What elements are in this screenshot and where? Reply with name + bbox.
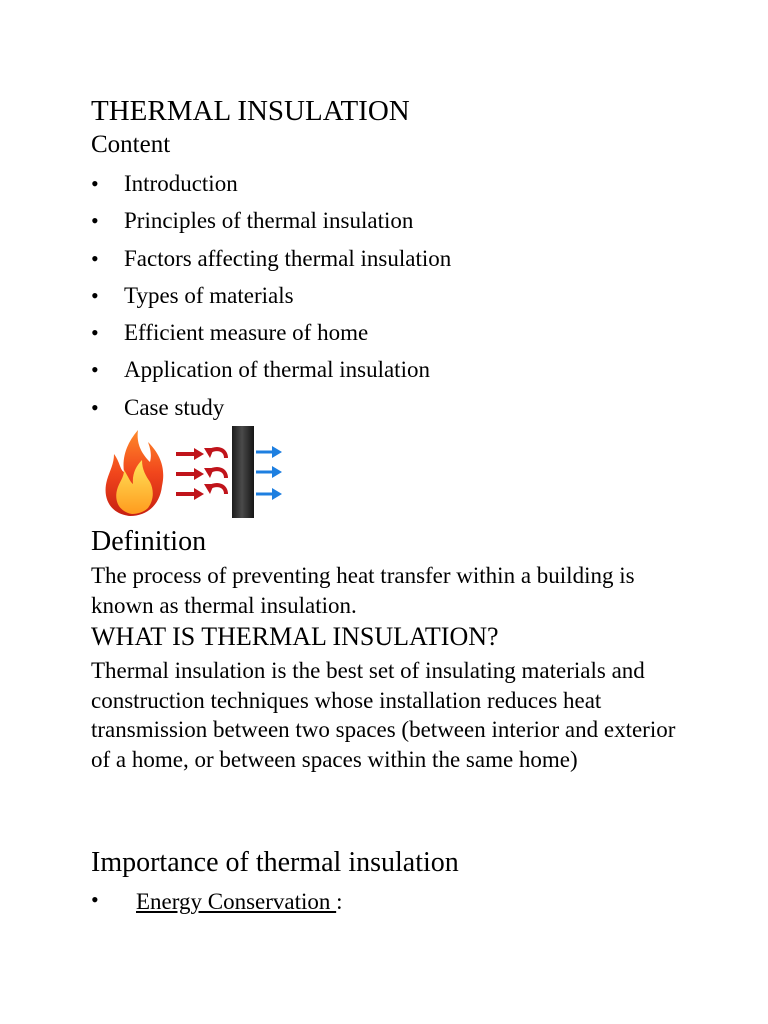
definition-heading: Definition <box>91 526 207 557</box>
toc-item-label: Principles of thermal insulation <box>124 208 414 234</box>
toc-item-label: Case study <box>124 394 225 420</box>
thermal-insulation-illustration <box>100 424 290 520</box>
toc-item-label: Factors affecting thermal insulation <box>124 245 452 271</box>
bullet-icon: • <box>91 394 99 420</box>
toc-item-label: Types of materials <box>124 282 294 308</box>
bullet-icon: • <box>91 245 99 271</box>
bullet-icon: • <box>91 282 99 308</box>
importance-item-suffix: : <box>336 889 343 914</box>
definition-text: The process of preventing heat transfer within a building is known as thermal insulation. <box>91 563 635 618</box>
bullet-icon: • <box>91 887 99 912</box>
bullet-icon: • <box>91 171 99 196</box>
bullet-icon: • <box>91 357 99 383</box>
toc-item-label: Application of thermal insulation <box>124 357 430 383</box>
content-heading: Content <box>91 131 171 158</box>
flame-icon <box>106 430 164 516</box>
what-is-heading: WHAT IS THERMAL INSULATION? <box>91 622 499 651</box>
document-title: THERMAL INSULATION <box>91 95 410 127</box>
toc-item-label: Efficient measure of home <box>124 320 369 346</box>
blue-heat-arrow-icon <box>256 446 282 500</box>
bullet-icon: • <box>91 208 99 234</box>
bullet-icon: • <box>91 320 99 346</box>
importance-item-label: Energy Conservation <box>136 889 337 914</box>
what-is-text: Thermal insulation is the best set of insulating materials and construction techniques whose installation reduces heat transmission between two spaces (between interior and exterior of a home, or between spaces within the same home) <box>91 658 676 772</box>
importance-item-content <box>136 886 343 918</box>
toc-item-label: Introduction <box>124 171 238 196</box>
importance-heading: Importance of thermal insulation <box>91 847 459 878</box>
red-heat-arrow-icon <box>176 448 226 500</box>
insulation-wall-icon <box>232 426 254 518</box>
